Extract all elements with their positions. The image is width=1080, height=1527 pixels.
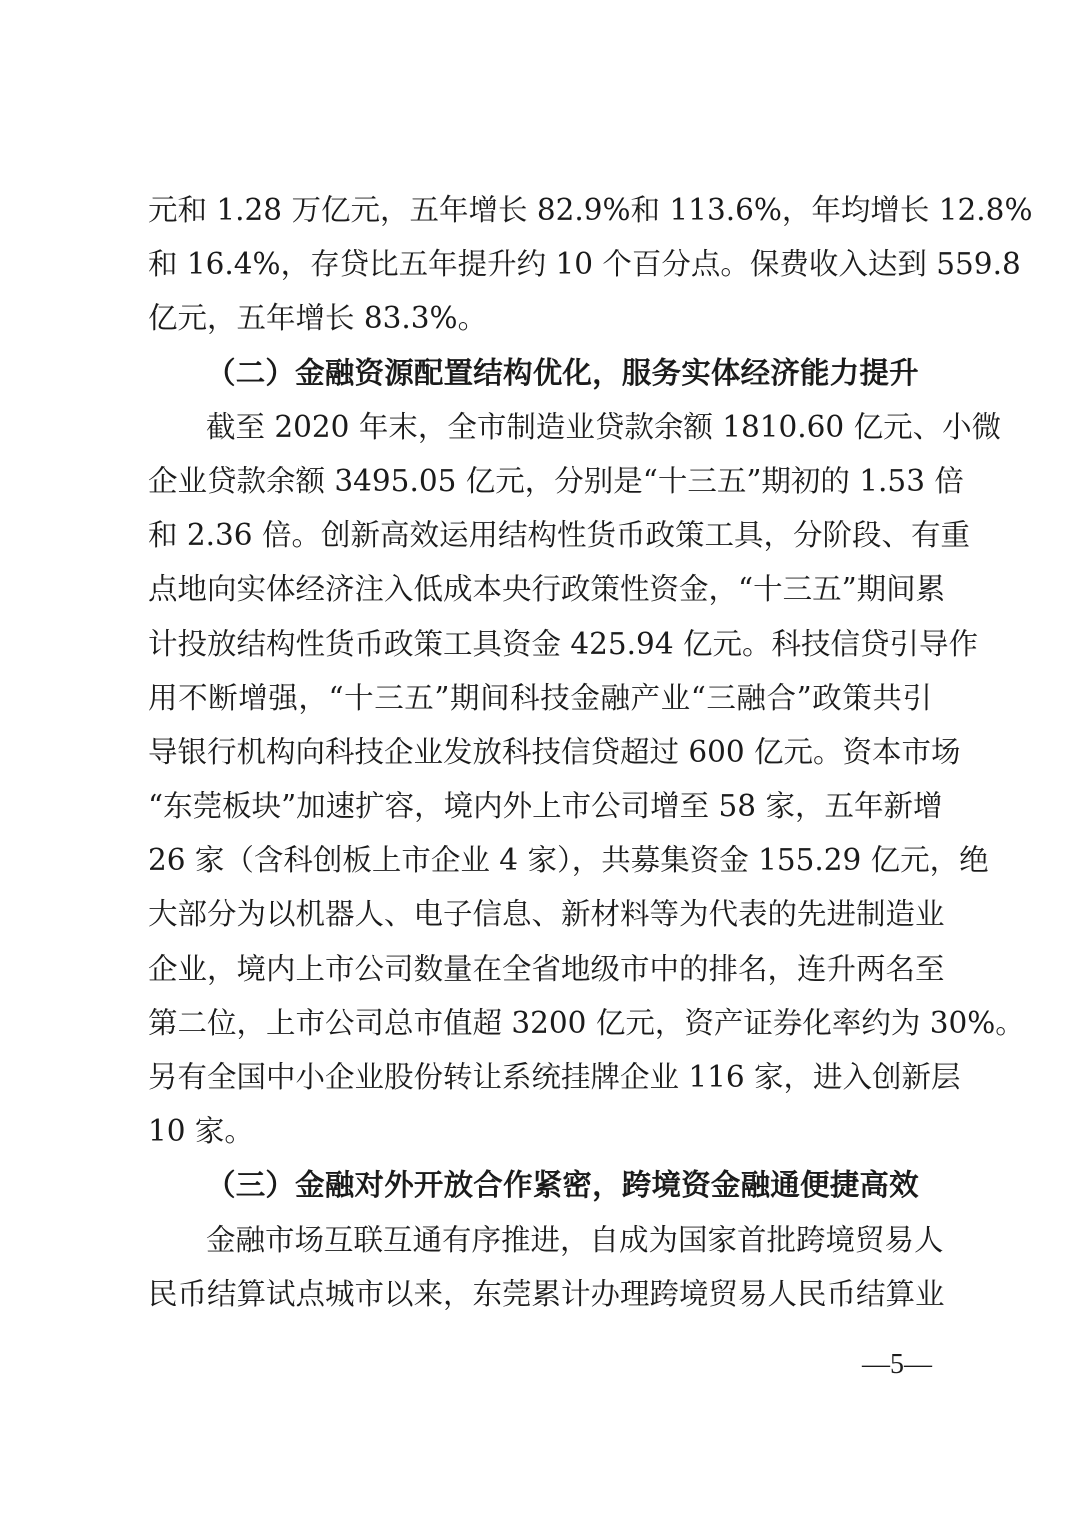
section-heading-2: （二）金融资源配置结构优化，服务实体经济能力提升 [206, 354, 919, 390]
text-line: 亿元，五年增长 83.3%。 [148, 301, 488, 336]
text-line: 10 家。 [148, 1114, 254, 1149]
page-number: —5— [862, 1349, 932, 1380]
text-line: 截至 2020 年末，全市制造业贷款余额 1810.60 亿元、小微 [206, 409, 1002, 444]
text-line: 和 16.4%，存贷比五年提升约 10 个百分点。保费收入达到 559.8 [148, 247, 1021, 282]
text-line: 和 2.36 倍。创新高效运用结构性货币政策工具，分阶段、有重 [148, 518, 970, 553]
text-line: 26 家（含科创板上市企业 4 家），共募集资金 155.29 亿元，绝 [148, 843, 989, 878]
text-line: 大部分为以机器人、电子信息、新材料等为代表的先进制造业 [148, 897, 945, 932]
text-line: 元和 1.28 万亿元，五年增长 82.9%和 113.6%，年均增长 12.8% [148, 193, 1033, 227]
text-line: 用不断增强，“十三五”期间科技金融产业“三融合”政策共引 [148, 680, 932, 715]
text-line: 企业贷款余额 3495.05 亿元，分别是“十三五”期初的 1.53 倍 [148, 463, 964, 498]
section-heading-3: （三）金融对外开放合作紧密，跨境资金融通便捷高效 [206, 1167, 919, 1203]
text-line: “东莞板块”加速扩容，境内外上市公司增至 58 家，五年新增 [148, 789, 943, 824]
text-line: 金融市场互联互通有序推进，自成为国家首批跨境贸易人 [206, 1222, 944, 1257]
paragraph-1 [148, 183, 1033, 346]
text-line: 民币结算试点城市以来，东莞累计办理跨境贸易人民币结算业 [148, 1276, 945, 1311]
paragraph-2 [148, 400, 1025, 1159]
text-line: 另有全国中小企业股份转让系统挂牌企业 116 家，进入创新层 [148, 1060, 961, 1094]
text-line: 计投放结构性货币政策工具资金 425.94 亿元。科技信贷引导作 [148, 626, 978, 661]
document-body [148, 183, 1033, 1321]
text-line: 导银行机构向科技企业发放科技信贷超过 600 亿元。资本市场 [148, 734, 961, 769]
text-line: 企业，境内上市公司数量在全省地级市中的排名，连升两名至 [148, 951, 945, 986]
text-line: 点地向实体经济注入低成本央行政策性资金，“十三五”期间累 [148, 572, 946, 607]
paragraph-3 [148, 1213, 945, 1321]
text-line: 第二位，上市公司总市值超 3200 亿元，资产证券化率约为 30%。 [148, 1005, 1025, 1040]
